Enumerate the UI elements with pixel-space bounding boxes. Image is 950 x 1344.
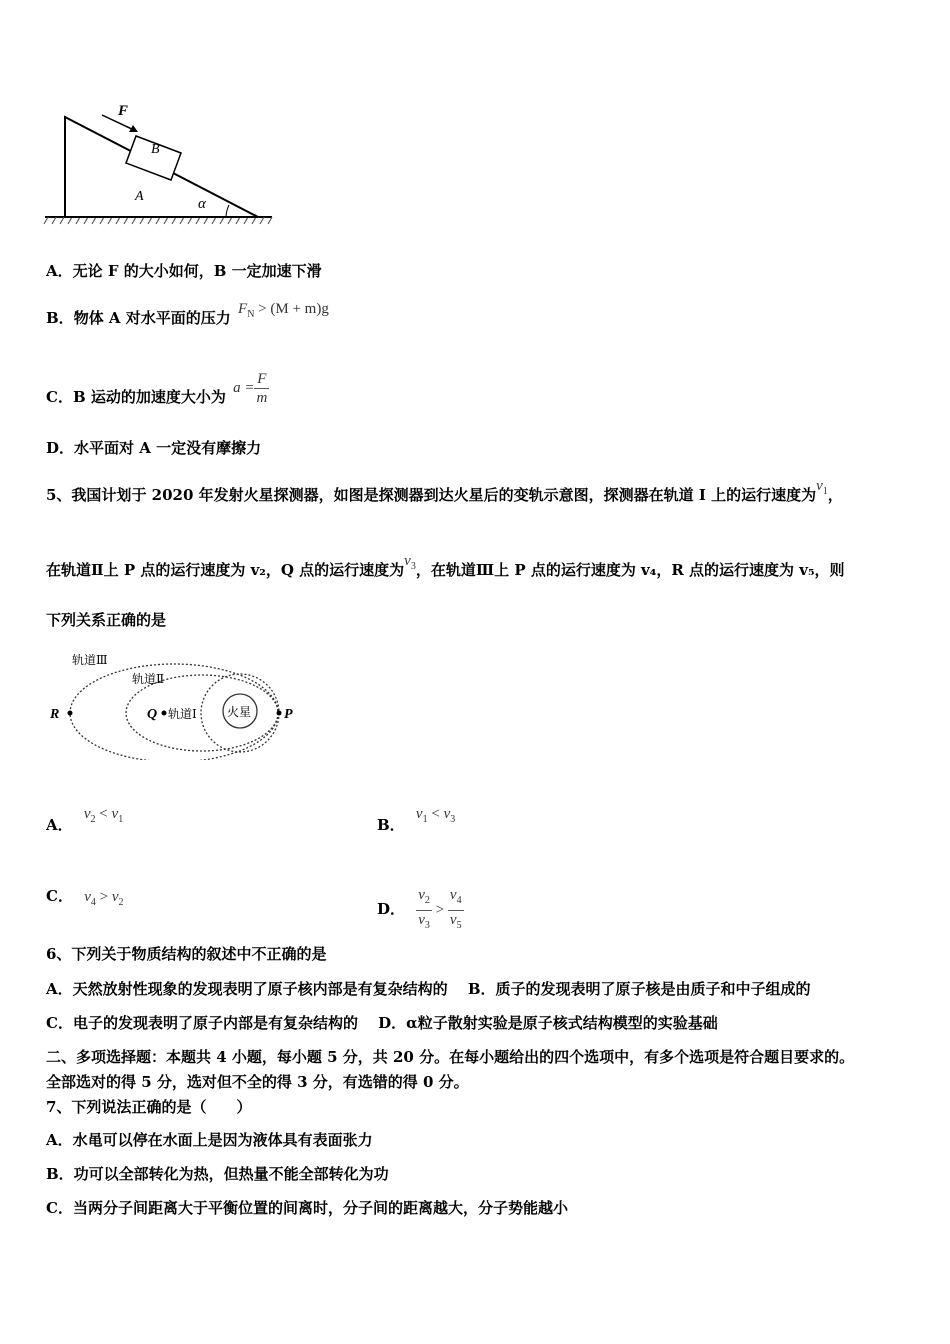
fraction-num — [416, 886, 432, 911]
fraction-num — [448, 886, 464, 911]
q5-option-a — [46, 806, 124, 842]
q5-option-c — [46, 886, 124, 913]
var-sub: 3 — [450, 814, 456, 825]
incline-figure — [40, 95, 280, 230]
option-formula — [415, 806, 456, 825]
orbit-figure — [44, 645, 294, 760]
q5-stem-line1 — [46, 478, 843, 512]
point-r-dot — [68, 711, 73, 716]
q5-option-d — [377, 886, 462, 935]
section2-heading-line1: 二、多项选择题：本题共 4 小题，每小题 5 分，共 20 分。在每小题给出的四个选项中，有多个选项是符合题目要求的。 — [46, 1048, 855, 1066]
option-text: 物体 A 对水平面的压力 — [73, 309, 231, 327]
q6-options-cd: C．电子的发现表明了原子内部是有复杂结构的 D．α粒子散射实验是原子核式结构模型的实验基础 — [46, 1014, 718, 1032]
q5-option-b — [377, 806, 456, 842]
var-letter: v — [443, 806, 451, 822]
mars-label: 火星 — [227, 705, 252, 719]
stem-var — [816, 478, 828, 497]
var-sub: 2 — [424, 895, 430, 906]
operator: < — [427, 806, 444, 822]
var-sub: 4 — [90, 897, 96, 908]
option-text: B 运动的加速度大小为 — [72, 387, 226, 406]
point-p-dot — [277, 711, 282, 716]
option-letter: B． — [377, 816, 405, 834]
option-letter: D． — [46, 439, 75, 457]
option-formula — [83, 806, 124, 825]
stem-text: 下列关系正确的是 — [46, 611, 167, 629]
section2-heading-line2: 全部选对的得 5 分，选对但不全的得 3 分，有选错的得 0 分。 — [46, 1073, 469, 1091]
orbit-3-label: 轨道Ⅲ — [72, 653, 108, 667]
q4-option-c — [46, 371, 268, 417]
var-letter: v — [111, 889, 119, 905]
var-letter: v — [449, 887, 457, 903]
var-letter: v — [449, 912, 457, 928]
option-text: 无论 F 的大小如何，B 一定加速下滑 — [72, 262, 322, 280]
option-letter: C． — [46, 387, 73, 406]
formula-sub: N — [247, 309, 255, 320]
q7-option-a: A．水黾可以停在水面上是因为液体具有表面张力 — [46, 1131, 373, 1149]
var-letter: v — [84, 889, 91, 905]
fraction-left — [416, 886, 432, 935]
q5-stem-line2 — [46, 553, 845, 587]
var-sub: 3 — [410, 561, 416, 572]
fraction — [254, 370, 269, 407]
var-letter: v — [418, 912, 425, 928]
q6-stem: 6、下列关于物质结构的叙述中不正确的是 — [46, 945, 327, 963]
var-letter: v — [418, 887, 425, 903]
stem-text: 5、我国计划于 2020 年发射火星探测器，如图是探测器到达火星后的变轨示意图，探测器在轨道 I 上的运行速度为 — [46, 486, 817, 504]
var-sub: 1 — [422, 814, 428, 825]
var-sub: 1 — [822, 486, 828, 497]
stem-text: ，在轨道Ⅲ上 P 点的运行速度为 v₄，R 点的运行速度为 v₅，则 — [415, 561, 845, 579]
var-sub: 1 — [118, 814, 124, 825]
var-letter: v — [415, 806, 423, 822]
q4-option-b — [46, 301, 329, 335]
q6-options-ab: A．天然放射性现象的发现表明了原子核内部是有复杂结构的 B．质子的发现表明了原子核是由质子和中子组成的 — [46, 980, 811, 998]
option-letter: A． — [46, 262, 73, 280]
fraction-num: F — [254, 370, 269, 389]
var-letter: v — [816, 478, 823, 494]
formula-lhs: F — [238, 301, 248, 317]
operator: < — [95, 806, 112, 822]
var-letter: v — [404, 553, 411, 569]
fraction-den: m — [256, 390, 268, 406]
angle-label: α — [198, 196, 206, 212]
q5-stem-line3 — [46, 610, 166, 630]
var-sub: 3 — [424, 920, 430, 931]
option-text: 水平面对 A 一定没有摩擦力 — [74, 439, 262, 457]
formula-lhs: a = — [233, 379, 255, 396]
stem-text: 在轨道Ⅱ上 P 点的运行速度为 v₂，Q 点的运行速度为 — [46, 561, 405, 579]
q4-option-d — [46, 438, 261, 458]
option-formula — [416, 887, 463, 931]
stem-var — [404, 553, 416, 572]
var-sub: 4 — [456, 895, 462, 906]
point-r-label: R — [50, 707, 60, 722]
option-formula — [84, 889, 124, 908]
force-label: F — [118, 103, 129, 119]
option-formula — [238, 301, 329, 320]
fraction-den — [416, 911, 432, 935]
var-sub: 2 — [90, 814, 96, 825]
operator: > — [95, 889, 112, 905]
stem-text: ， — [827, 486, 843, 504]
option-letter: B． — [46, 309, 74, 327]
option-letter: A． — [46, 816, 73, 834]
angle-arc — [226, 205, 229, 217]
option-formula — [233, 371, 269, 406]
var-sub: 5 — [456, 920, 462, 931]
point-q-label: Q — [147, 707, 158, 722]
q7-option-b: B．功可以全部转化为热，但热量不能全部转化为功 — [46, 1165, 389, 1183]
var-letter: v — [111, 806, 119, 822]
fraction-right — [448, 886, 464, 935]
q4-option-a — [46, 261, 322, 281]
fraction-den — [448, 911, 464, 935]
orbit-1-label: 轨道Ⅰ — [168, 707, 197, 721]
formula-rhs: > (M + m)g — [254, 301, 329, 317]
orbit-2-label: 轨道Ⅱ — [132, 672, 165, 686]
option-letter: C． — [46, 887, 73, 905]
q7-stem: 7、下列说法正确的是（ ） — [46, 1098, 252, 1116]
ground-hatching — [44, 217, 272, 224]
option-letter: D． — [377, 899, 406, 918]
point-q-dot — [162, 711, 167, 716]
wedge-a-label: A — [135, 189, 144, 204]
var-sub: 2 — [118, 897, 124, 908]
var-letter: v — [83, 806, 91, 822]
point-p-label: P — [284, 707, 293, 722]
block-b-label: B — [151, 142, 160, 157]
q7-option-c: C．当两分子间距离大于平衡位置的间离时，分子间的距离越大，分子势能越小 — [46, 1199, 568, 1217]
operator: > — [431, 901, 448, 918]
